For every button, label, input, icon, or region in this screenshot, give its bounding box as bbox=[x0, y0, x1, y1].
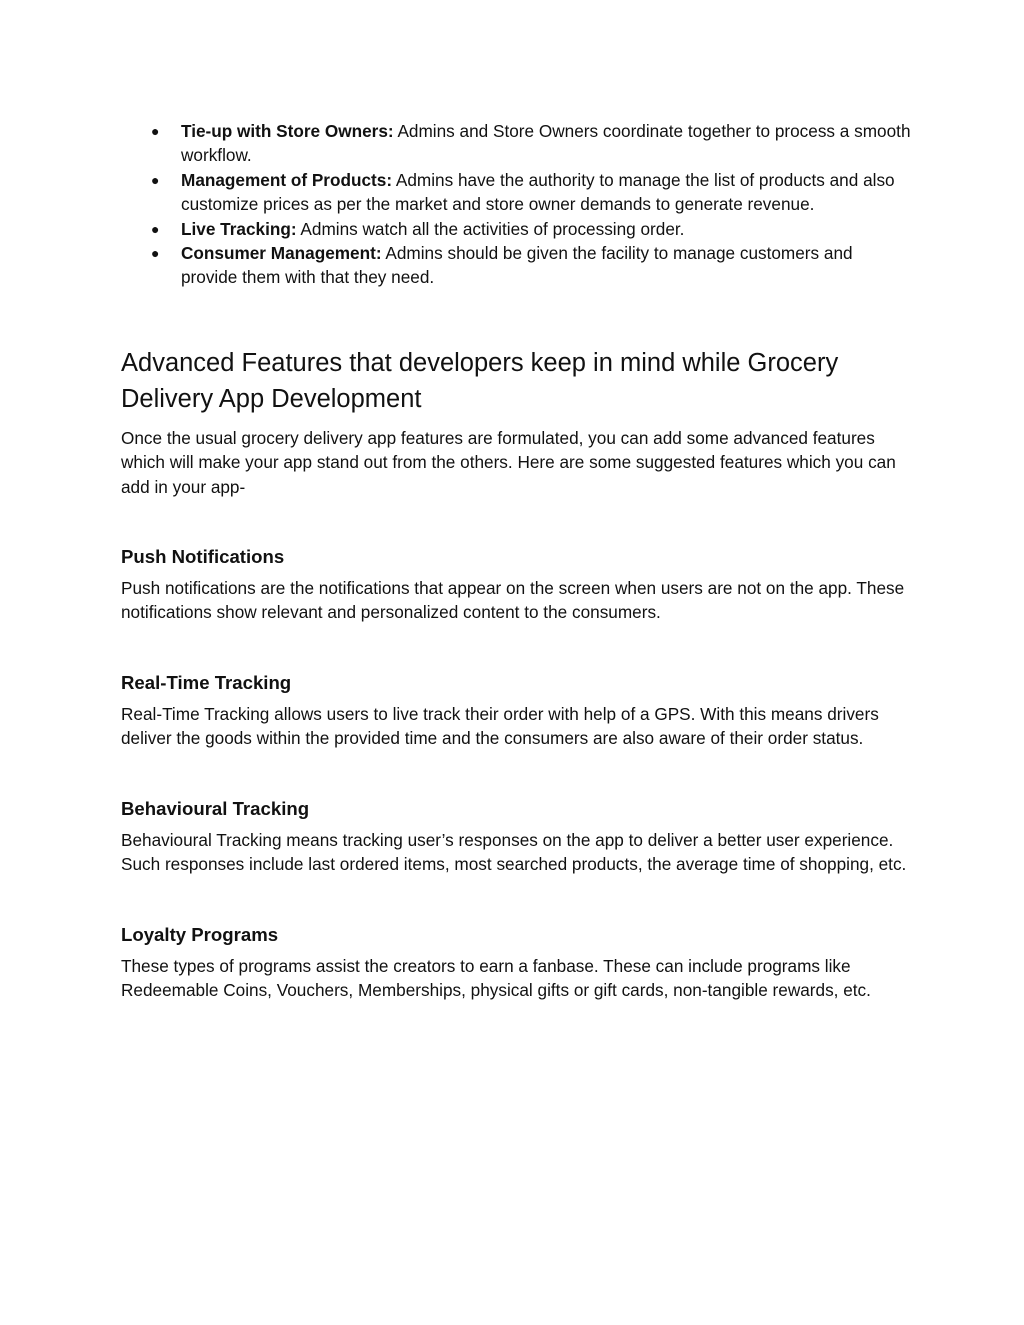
feature-heading-push-notifications: Push Notifications bbox=[121, 546, 285, 568]
feature-body-real-time-tracking: Real-Time Tracking allows users to live track their order with help of a GPS. With this means drivers deliver the goods within the provided time and the consumers are also aware of their order status. bbox=[121, 703, 879, 749]
list-item-term: Tie-up with Store Owners: bbox=[181, 121, 394, 141]
section-intro: Once the usual grocery delivery app features are formulated, you can add some advanced features which will make your app stand out from the others. Here are some suggested features which you can add in your app- bbox=[121, 427, 896, 497]
list-item-text: Admins watch all the activities of processing order. bbox=[296, 218, 685, 239]
list-item-term: Live Tracking: bbox=[181, 218, 297, 239]
document-page bbox=[121, 119, 911, 1002]
feature-body-loyalty-programs: These types of programs assist the creators to earn a fanbase. These can include programs like Redeemable Coins, Vouchers, Memberships, physical gifts or gift cards, non-tangible rewards, etc. bbox=[121, 955, 871, 1000]
feature-body-behavioural-tracking: Behavioural Tracking means tracking user’s responses on the app to deliver a better user experience. Such responses include last ordered items, most searched products, the average time of shopping, etc. bbox=[121, 829, 907, 875]
list-item bbox=[121, 168, 911, 217]
section-title: Advanced Features that developers keep in mind while Grocery Delivery App Development bbox=[121, 348, 839, 413]
list-item-term: Management of Products: bbox=[181, 169, 393, 190]
list-item-text: Admins and Store Owners coordinate together to process a smooth workflow. bbox=[181, 121, 911, 166]
feature-body-push-notifications: Push notifications are the notifications that appear on the screen when users are not on the app. These notifications show relevant and personalized content to the consumers. bbox=[121, 578, 905, 623]
list-item-text: Admins have the authority to manage the list of products and also customize prices as per the market and store owner demands to generate revenue. bbox=[181, 169, 895, 215]
feature-heading-loyalty-programs: Loyalty Programs bbox=[121, 923, 279, 945]
feature-heading-behavioural-tracking: Behavioural Tracking bbox=[121, 797, 310, 819]
bullet-icon: ● bbox=[151, 123, 160, 139]
list-item-term: Consumer Management: bbox=[181, 243, 382, 264]
bullet-icon: ● bbox=[151, 245, 160, 262]
bullet-icon: ● bbox=[151, 220, 160, 237]
feature-heading-real-time-tracking: Real-Time Tracking bbox=[121, 671, 292, 693]
admin-features-list bbox=[121, 119, 911, 290]
bullet-icon: ● bbox=[151, 171, 160, 188]
list-item bbox=[121, 241, 911, 290]
list-item bbox=[121, 119, 911, 168]
list-item-text: Admins should be given the facility to manage customers and provide them with that they need. bbox=[181, 243, 853, 288]
list-item bbox=[121, 217, 911, 241]
